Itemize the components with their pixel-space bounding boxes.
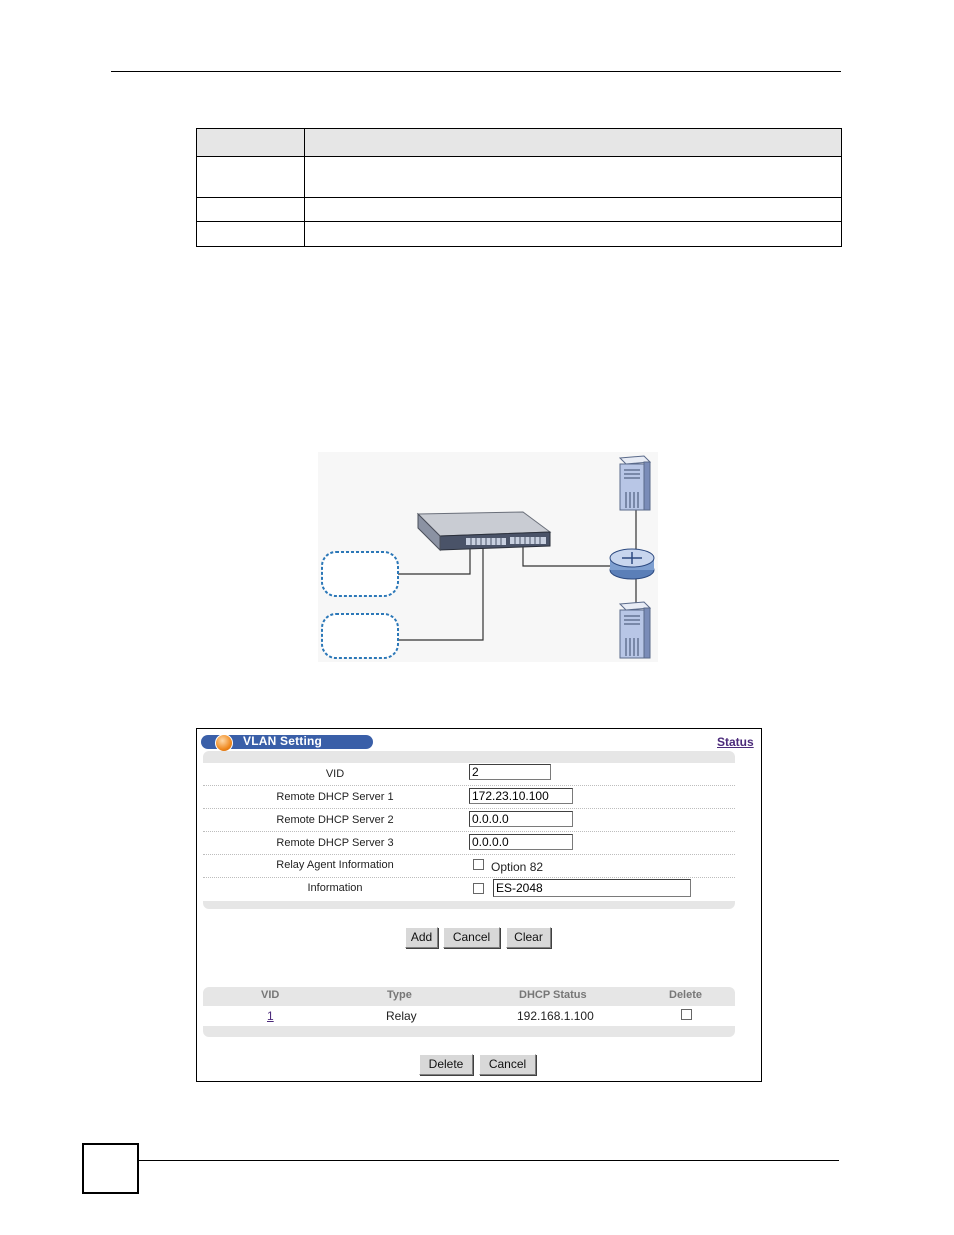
vlan-list bbox=[203, 987, 735, 1037]
list-header-dhcp-status: DHCP Status bbox=[519, 989, 587, 1001]
server2-label: Remote DHCP Server 2 bbox=[276, 814, 394, 826]
server1-input[interactable] bbox=[469, 788, 573, 804]
table-row bbox=[197, 197, 842, 222]
table-cell bbox=[197, 197, 305, 222]
table-cell bbox=[305, 156, 842, 197]
list-header-type: Type bbox=[387, 989, 412, 1001]
information-row bbox=[203, 878, 735, 901]
vid-input[interactable] bbox=[469, 764, 551, 780]
option82-checkbox[interactable] bbox=[473, 859, 484, 870]
network-diagram bbox=[318, 452, 658, 662]
settings-form-body bbox=[203, 763, 735, 901]
type-cell: Relay bbox=[386, 1009, 417, 1023]
footer-rule bbox=[139, 1160, 839, 1161]
option82-label: Option 82 bbox=[491, 860, 544, 874]
delete-checkbox[interactable] bbox=[681, 1009, 692, 1020]
server3-input[interactable] bbox=[469, 834, 573, 850]
table-row bbox=[197, 222, 842, 247]
table-row bbox=[203, 1006, 735, 1026]
server3-row bbox=[203, 832, 735, 855]
delete-button[interactable]: Delete bbox=[419, 1054, 473, 1075]
clear-button[interactable]: Clear bbox=[506, 927, 551, 948]
information-checkbox[interactable] bbox=[473, 883, 484, 894]
list-header-delete: Delete bbox=[669, 989, 703, 1001]
server-icon bbox=[620, 456, 650, 510]
server2-row bbox=[203, 809, 735, 832]
cancel-list-button[interactable]: Cancel bbox=[479, 1054, 536, 1075]
cancel-button[interactable]: Cancel bbox=[443, 927, 500, 948]
vlan-cloud-icon bbox=[322, 552, 398, 596]
switch-icon bbox=[418, 512, 550, 550]
vlan-cloud-icon bbox=[322, 614, 398, 658]
server1-row bbox=[203, 786, 735, 809]
table-cell bbox=[197, 222, 305, 247]
add-button[interactable]: Add bbox=[405, 927, 438, 948]
information-input[interactable] bbox=[493, 879, 691, 897]
table-cell bbox=[305, 197, 842, 222]
settings-form bbox=[203, 751, 735, 909]
server3-label: Remote DHCP Server 3 bbox=[276, 837, 394, 849]
vlan-setting-screen bbox=[196, 728, 762, 1082]
table-row bbox=[197, 156, 842, 197]
list-header-vid: VID bbox=[261, 989, 280, 1001]
information-label: Information bbox=[307, 882, 363, 894]
status-link[interactable]: Status bbox=[717, 735, 754, 749]
vid-label: VID bbox=[325, 768, 345, 780]
page-number-box bbox=[82, 1143, 139, 1194]
vid-link[interactable]: 1 bbox=[267, 1009, 274, 1023]
table-header-row bbox=[197, 129, 842, 157]
server-icon bbox=[620, 602, 650, 658]
relay-row bbox=[203, 855, 735, 878]
relay-label: Relay Agent Information bbox=[276, 859, 394, 871]
dhcp-status-cell: 192.168.1.100 bbox=[517, 1009, 594, 1023]
router-icon bbox=[610, 549, 654, 579]
vid-row bbox=[203, 763, 735, 786]
table-cell bbox=[197, 129, 305, 157]
server1-label: Remote DHCP Server 1 bbox=[276, 791, 394, 803]
table-cell bbox=[305, 129, 842, 157]
table-cell bbox=[305, 222, 842, 247]
header-rule bbox=[111, 71, 841, 72]
table-cell bbox=[197, 156, 305, 197]
reference-table bbox=[196, 128, 842, 247]
server2-input[interactable] bbox=[469, 811, 573, 827]
screen-title: VLAN Setting bbox=[243, 734, 323, 748]
title-orb-icon bbox=[215, 734, 233, 752]
